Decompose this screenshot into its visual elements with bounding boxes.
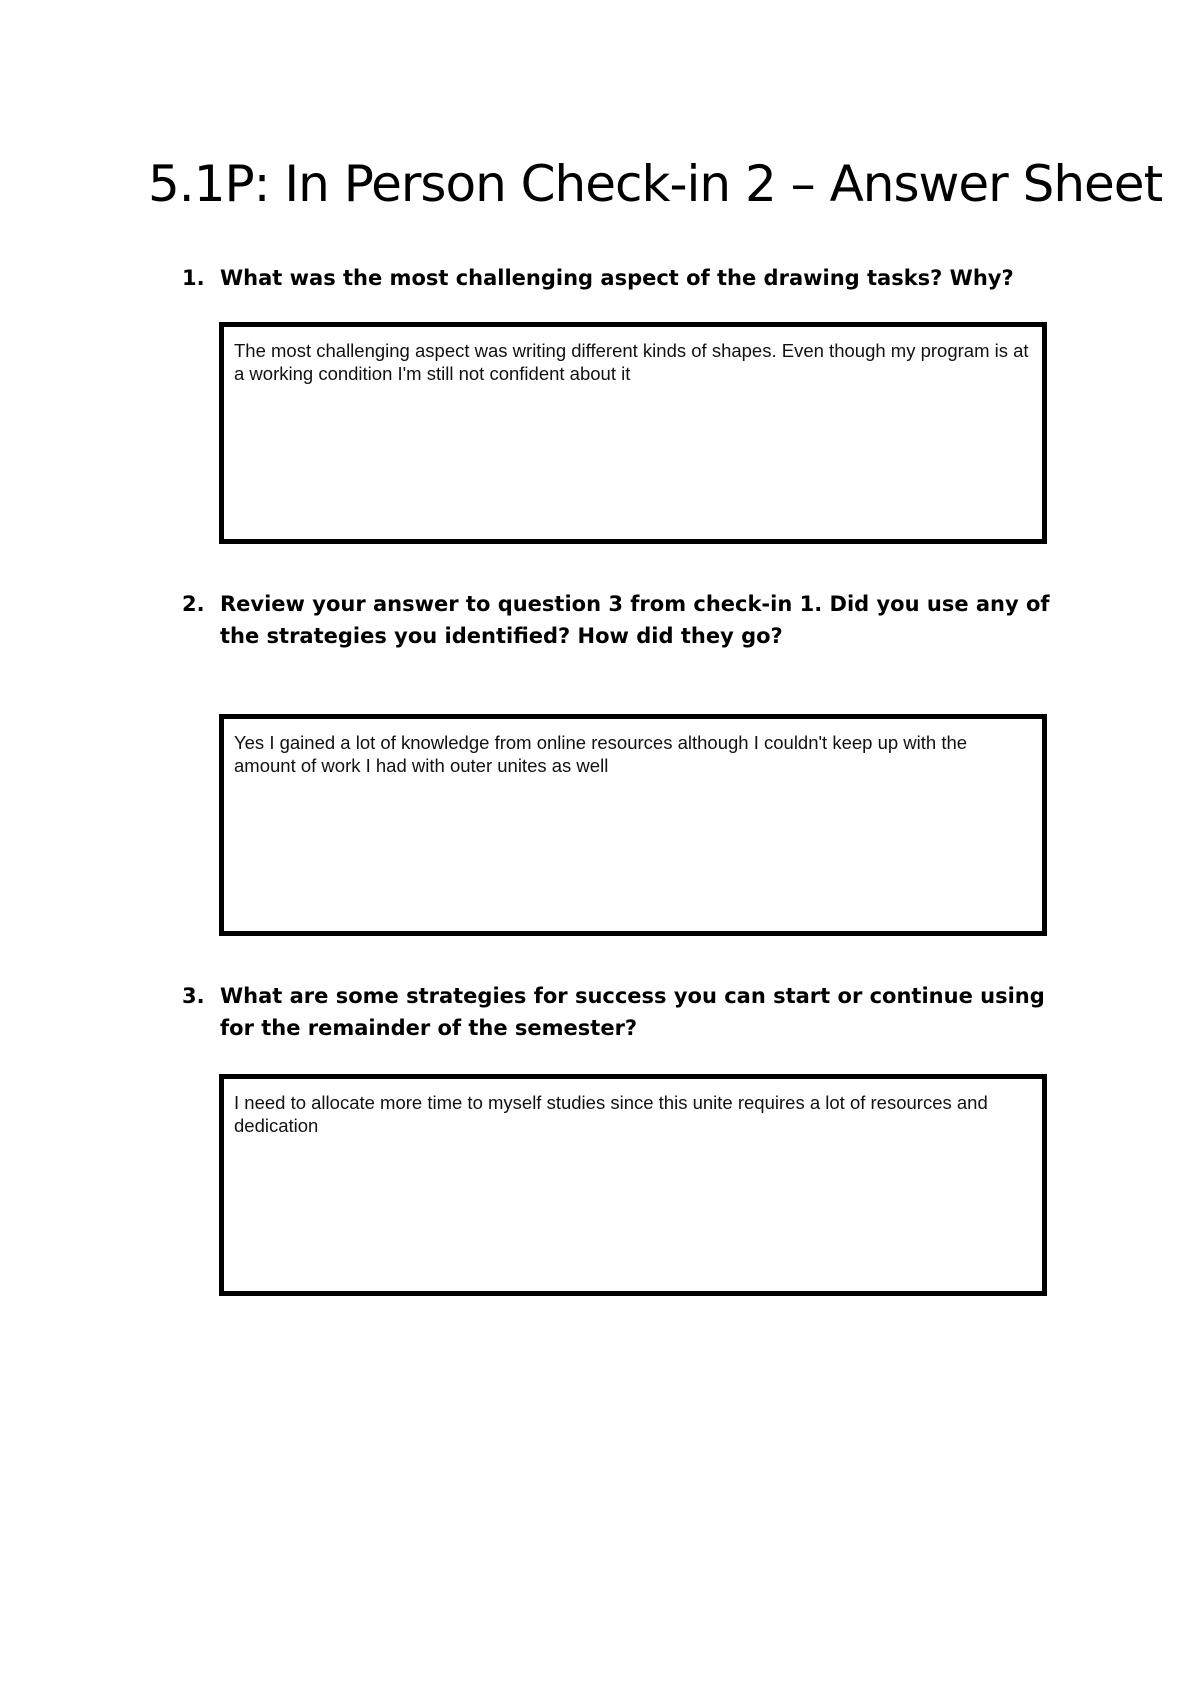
page-title: 5.1P: In Person Check-in 2 – Answer Sheet <box>148 155 1163 213</box>
question-number: 1. <box>182 266 205 290</box>
question-number: 2. <box>182 592 205 616</box>
question-text: What are some strategies for success you can start or continue using for the remainder of the semester? <box>220 984 1045 1040</box>
answer-box-3[interactable]: I need to allocate more time to myself studies since this unite requires a lot of resources and dedication <box>219 1074 1047 1296</box>
answer-box-1[interactable]: The most challenging aspect was writing different kinds of shapes. Even though my program is at a working condition I'm still not confident about it <box>219 322 1047 544</box>
question-text: What was the most challenging aspect of the drawing tasks? Why? <box>220 266 1014 290</box>
question-2 <box>182 588 1062 652</box>
question-3 <box>182 980 1062 1044</box>
question-number: 3. <box>182 984 205 1008</box>
question-1 <box>182 262 1062 294</box>
question-text: Review your answer to question 3 from check-in 1. Did you use any of the strategies you identified? How did they go? <box>220 592 1050 648</box>
answer-box-2[interactable]: Yes I gained a lot of knowledge from online resources although I couldn't keep up with the amount of work I had with outer unites as well <box>219 714 1047 936</box>
